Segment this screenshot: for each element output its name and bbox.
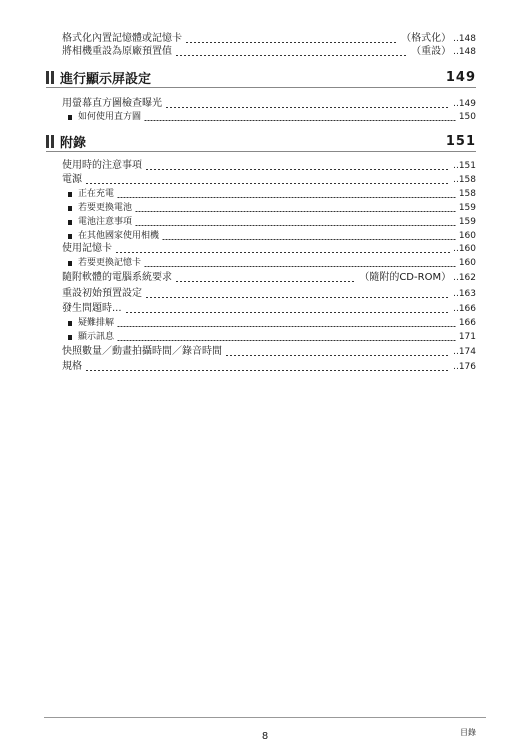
toc-entry-title: 發生問題時... <box>62 303 122 314</box>
toc-entry-title: 用螢幕直方圖檢查曝光 <box>62 98 162 109</box>
dot-leader <box>175 281 356 282</box>
dot-leader <box>225 355 450 356</box>
dot-leader <box>115 252 450 253</box>
toc-entry-capacity[interactable] <box>62 344 476 358</box>
dot-leader <box>135 211 456 212</box>
dot-leader <box>145 297 450 298</box>
toc-entry-page: .. 176 <box>453 361 476 373</box>
page-number: 8 <box>261 731 269 742</box>
toc-entry-page: .. 149 <box>453 98 476 110</box>
toc-entry-page: .. 148 <box>453 33 476 45</box>
toc-entry-histogram[interactable] <box>62 96 476 110</box>
toc-entry-precautions[interactable] <box>62 158 476 172</box>
toc-entry-page: .. 158 <box>453 174 476 186</box>
toc-entry-page: 158 <box>458 189 476 199</box>
bullet-square-icon <box>68 234 72 239</box>
toc-entry-system-requirements[interactable] <box>62 270 476 284</box>
toc-entry-suffix: （重設） <box>411 46 452 57</box>
bullet-square-icon <box>68 261 72 266</box>
bullet-square-icon <box>68 335 72 340</box>
dot-leader <box>125 312 451 313</box>
bullet-square-icon <box>68 206 72 211</box>
toc-entry-title: 正在充電 <box>78 189 115 199</box>
toc-entry-title: 使用時的注意事項 <box>62 160 142 171</box>
dot-leader <box>144 120 456 121</box>
section-heading-appendix[interactable] <box>46 131 476 152</box>
toc-entry-page: 160 <box>458 231 476 241</box>
toc-entry-page: .. 160 <box>453 243 476 255</box>
toc-entry-title: 電池注意事項 <box>78 217 133 227</box>
bullet-square-icon <box>68 321 72 326</box>
toc-entry-title: 將相機重設為原廠預置值 <box>62 46 172 57</box>
toc-subentry-replace-battery[interactable] <box>68 200 476 214</box>
toc-entry-title: 快照數量／動畫拍攝時間／錄音時間 <box>62 346 222 357</box>
toc-entry-title: 若要更換記憶卡 <box>78 258 142 268</box>
toc-subentry-replace-card[interactable] <box>68 255 476 269</box>
toc-entry-trouble[interactable] <box>62 301 476 315</box>
toc-entry-specifications[interactable] <box>62 359 476 373</box>
toc-entry-page: 171 <box>458 332 476 342</box>
section-page: 151 <box>445 133 476 149</box>
bullet-square-icon <box>68 192 72 197</box>
section-title: 附錄 <box>60 135 87 151</box>
dot-leader <box>175 55 408 56</box>
toc-entry-title: 隨附軟體的電腦系統要求 <box>62 272 172 283</box>
toc-entry-page: 160 <box>458 258 476 268</box>
dot-leader <box>162 239 456 240</box>
toc-entry-page: 150 <box>458 112 476 122</box>
dot-leader <box>117 197 456 198</box>
toc-entry-title: 若要更換電池 <box>78 203 133 213</box>
dot-leader <box>144 266 456 267</box>
toc-entry-page: .. 162 <box>453 272 476 284</box>
toc-entry-title: 使用記憶卡 <box>62 243 112 254</box>
toc-entry-memory-card[interactable] <box>62 241 476 255</box>
bullet-square-icon <box>68 115 72 120</box>
toc-entry-page: .. 148 <box>453 46 476 58</box>
toc-entry-format[interactable] <box>62 31 476 45</box>
toc-entry-page: 159 <box>458 203 476 213</box>
dot-leader <box>185 42 398 43</box>
toc-entry-page: .. 163 <box>453 288 476 300</box>
toc-entry-title: 如何使用直方圖 <box>78 112 142 122</box>
toc-entry-page: .. 166 <box>453 303 476 315</box>
toc-entry-page: .. 174 <box>453 346 476 358</box>
toc-subentry-troubleshooting[interactable] <box>68 315 476 329</box>
footer-divider <box>44 717 486 718</box>
toc-entry-title: 格式化內置記憶體或記憶卡 <box>62 33 182 44</box>
bullet-square-icon <box>68 220 72 225</box>
toc-entry-power[interactable] <box>62 172 476 186</box>
footer-toc-label[interactable]: 目錄 <box>460 728 476 737</box>
toc-entry-title: 規格 <box>62 361 82 372</box>
section-title: 進行顯示屏設定 <box>60 71 152 87</box>
toc-entry-page: 166 <box>458 318 476 328</box>
toc-entry-title: 電源 <box>62 174 82 185</box>
section-marker-icon <box>46 71 54 84</box>
toc-subentry-battery-precautions[interactable] <box>68 214 476 228</box>
toc-subentry-use-histogram[interactable] <box>68 109 476 123</box>
section-heading-display-settings[interactable] <box>46 67 476 88</box>
section-marker-icon <box>46 135 54 148</box>
toc-entry-page: .. 151 <box>453 160 476 172</box>
toc-entry-reset[interactable] <box>62 44 476 58</box>
dot-leader <box>117 340 456 341</box>
toc-subentry-charging[interactable] <box>68 186 476 200</box>
toc-entry-page: 159 <box>458 217 476 227</box>
section-page: 149 <box>445 69 476 85</box>
toc-entry-title: 在其他國家使用相機 <box>78 231 160 241</box>
dot-leader <box>135 225 456 226</box>
dot-leader <box>165 107 450 108</box>
toc-entry-title: 疑難排解 <box>78 318 115 328</box>
dot-leader <box>85 183 450 184</box>
toc-entry-suffix: （格式化） <box>401 33 452 44</box>
dot-leader <box>117 326 456 327</box>
toc-entry-title: 顯示訊息 <box>78 332 115 342</box>
toc-subentry-messages[interactable] <box>68 329 476 343</box>
toc-subentry-other-countries[interactable] <box>68 228 476 242</box>
toc-entry-suffix: （隨附的CD-ROM） <box>359 272 452 283</box>
dot-leader <box>145 169 450 170</box>
toc-entry-reset-initial[interactable] <box>62 286 476 300</box>
dot-leader <box>85 370 450 371</box>
toc-entry-title: 重設初始預置設定 <box>62 288 142 299</box>
